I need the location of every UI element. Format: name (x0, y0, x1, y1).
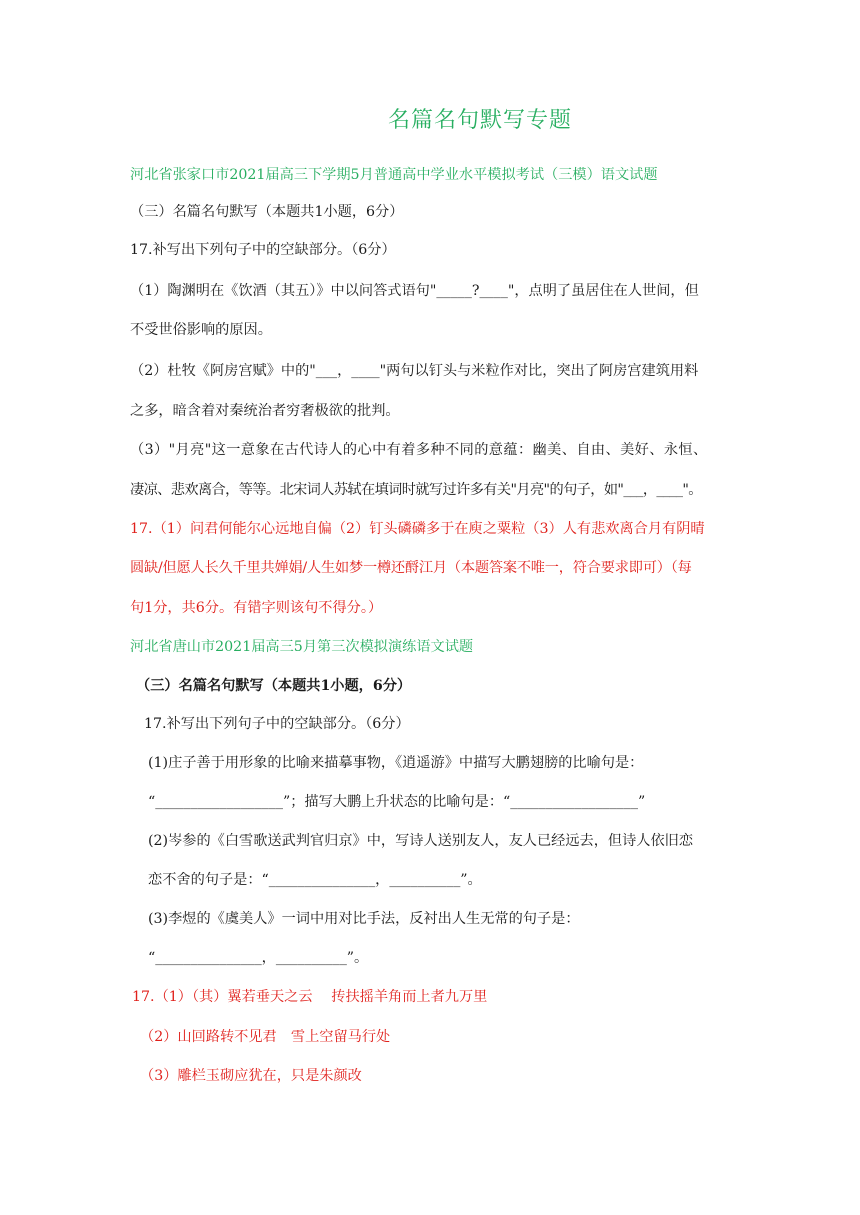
answer-line: 17.（1）（其）翼若垂天之云 抟扶摇羊角而上者九万里 (132, 989, 488, 1005)
question-item-2-cont: 恋不舍的句子是：“_______________，__________”。 (148, 872, 482, 888)
question-item-3-cont: 凄凉、悲欢离合，等等。北宋词人苏轼在填词时就写过许多有关"月亮"的句子，如"___，____"。 (130, 482, 702, 498)
answer-line: （2）山回路转不见君 雪上空留马行处 (140, 1029, 391, 1045)
source-heading-tangshan: 河北省唐山市2021届高三5月第三次模拟演练语文试题 (130, 639, 474, 655)
answer-line: 句1分，共6分。有错字则该句不得分。） (130, 600, 383, 616)
question-item-2: (2)岑参的《白雪歌送武判官归京》中，写诗人送别友人，友人已经远去，但诗人依旧恋 (148, 833, 694, 849)
question-instruction: 17.补写出下列句子中的空缺部分。（6分） (144, 716, 410, 732)
question-item-1-cont: 不受世俗影响的原因。 (130, 322, 272, 338)
question-item-3: （3）"月亮"这一意象在古代诗人的心中有着多种不同的意蕴：幽美、自由、美好、永恒、 (130, 442, 708, 458)
answer-line: 圆缺/但愿人长久千里共婵娟/人生如梦一樽还酹江月（本题答案不唯一，符合要求即可）（每 (130, 560, 692, 576)
page-title: 名篇名句默写专题 (387, 108, 572, 133)
question-instruction: 17.补写出下列句子中的空缺部分。（6分） (130, 242, 396, 258)
question-item-2-cont: 之多，暗含着对秦统治者穷奢极欲的批判。 (130, 403, 400, 419)
question-item-1: (1)庄子善于用形象的比喻来描摹事物，《逍遥游》中描写大鹏翅膀的比喻句是： (148, 755, 644, 771)
question-item-2: （2）杜牧《阿房宫赋》中的"___，____"两句以钉头与米粒作对比，突出了阿房宫建筑用料 (130, 363, 699, 379)
question-item-3: (3)李煜的《虞美人》一词中用对比手法，反衬出人生无常的句子是： (148, 911, 580, 927)
source-heading-zhangjiakou: 河北省张家口市2021届高三下学期5月普通高中学业水平模拟考试（三模）语文试题 (130, 167, 658, 183)
question-item-1: （1）陶渊明在《饮酒（其五）》中以问答式语句"_____?____"，点明了虽居住在人世间，但 (130, 283, 699, 299)
section-header: （三）名篇名句默写（本题共1小题，6分） (136, 678, 412, 694)
question-item-1-cont: “__________________”；描写大鹏上升状态的比喻句是：“__________________” (148, 794, 646, 810)
answer-line: 17.（1）问君何能尔心远地自偏（2）钉头磷磷多于在庾之粟粒（3）人有悲欢离合月有阴晴 (130, 521, 705, 537)
answer-line: （3）雕栏玉砌应犹在，只是朱颜改 (140, 1068, 362, 1084)
section-header: （三）名篇名句默写（本题共1小题，6分） (130, 204, 404, 220)
question-item-3-cont: “_______________，__________”。 (148, 950, 369, 966)
